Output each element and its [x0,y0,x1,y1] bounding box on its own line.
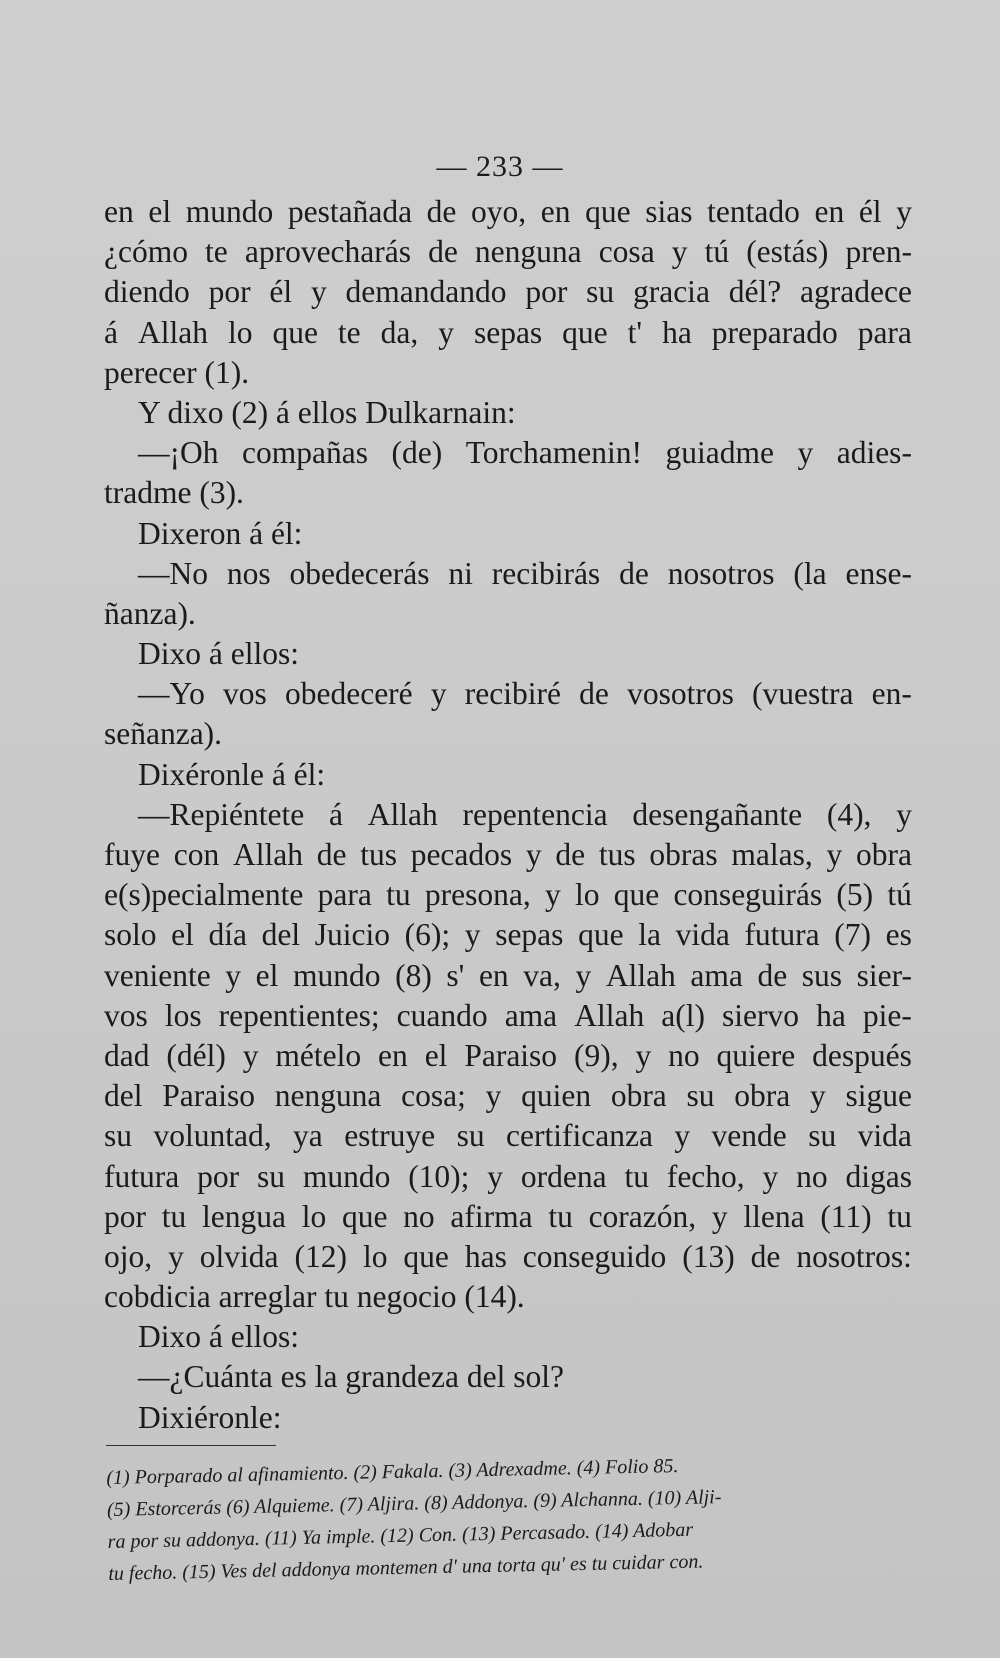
text-line [104,192,912,232]
word: conseguirás [673,877,823,913]
word: y [525,837,542,872]
word: (9), [573,1037,619,1073]
word: Paraiso [162,1078,255,1114]
word: tú [887,877,912,913]
text-line: tradme (3). [104,475,244,511]
text-line [104,795,912,835]
word: en- [871,676,912,712]
word: nosotros [667,555,775,591]
word: en [378,1037,408,1073]
word: por [525,274,568,310]
word: mundo [302,1158,391,1194]
text-line: Dixéronle á él: [138,756,326,792]
word: Allah [367,796,438,832]
word: oyo, [471,194,527,229]
word: llena [743,1198,805,1234]
text-line [104,996,912,1036]
word: t' [627,314,643,350]
word: s' [446,957,465,993]
word: tu [887,1198,912,1234]
word: certificanza [506,1118,653,1154]
footnote-rule [106,1445,276,1446]
word: y [762,1158,779,1194]
word: y [242,1037,259,1073]
word: recibirás [491,555,601,591]
word: digas [845,1158,912,1194]
text-line [104,674,912,714]
word: lo [574,877,600,913]
word: vos [104,997,148,1033]
word: por [104,1198,146,1234]
word: sigue [845,1078,912,1114]
word: Allah [574,997,645,1033]
word: te [337,314,361,350]
word: sias [645,194,693,229]
word: cosa [598,234,655,270]
word: veniente [104,957,211,993]
text-line [104,1076,912,1116]
page-number: — 233 — [436,150,564,183]
word: demandando [345,274,507,310]
word: de [428,234,458,270]
word: Torchamenin! [465,435,642,471]
word: fuye [104,837,160,872]
word: á [104,314,118,350]
text-line [104,313,912,353]
word: él [858,194,882,229]
word: y [310,274,327,310]
word: diendo [104,274,190,310]
word: obra [856,837,912,872]
word: el [424,1037,448,1073]
word: no [668,1037,700,1073]
word: tu [161,1198,187,1234]
word: obedecerás [289,555,430,591]
word: con [173,837,220,872]
word: su [104,1118,133,1154]
word: (12) [294,1238,347,1274]
word: para [317,877,372,913]
word: —No [138,555,208,591]
word: e(s)pecialmente [104,877,304,913]
word: nenguna [274,1078,382,1114]
text-line: Dixeron á él: [138,515,303,551]
word: (8) [395,957,432,993]
word: pestañada [287,194,413,229]
word: de [757,957,788,993]
text-line: Y dixo (2) á ellos Dulkarnain: [138,394,516,430]
word: sier- [856,957,912,993]
text-line [104,1036,912,1076]
word: cuando [396,997,488,1033]
footnote-line: ra por su addonya. (11) Ya imple. (12) Con. (13) Percasado. (14) Adobar [107,1518,694,1553]
word: su [256,1158,285,1194]
word: que [562,314,608,350]
word: y [168,1238,184,1274]
word: nosotros: [796,1238,912,1274]
word: obra [610,1078,667,1114]
word: de [579,676,609,712]
word: Paraiso [464,1037,558,1073]
word: mundo [292,957,381,993]
text-line [104,1197,912,1237]
word: en [104,194,134,229]
word: ordena [520,1158,607,1194]
word: (6); [404,917,451,953]
word: (5) [836,877,874,913]
text-line [104,956,912,996]
word: vida [675,917,730,953]
word: tentado [707,194,800,229]
word: y [826,837,843,872]
word: Juicio [314,917,391,953]
text-line: Dixo á ellos: [138,636,299,672]
word: vosotros [627,676,734,712]
footnotes [106,1445,917,1590]
word: tu [386,877,411,913]
word: por [208,274,251,310]
word: de [316,837,347,872]
word: y [674,1118,691,1154]
word: y [225,957,242,993]
text-line [104,875,912,915]
word: el [255,957,279,993]
word: presona, [424,877,531,913]
word: ense- [845,555,912,591]
word: afirma [450,1198,533,1234]
word: sepas [495,917,564,953]
word: siervo [722,997,800,1033]
word: quiere [716,1037,796,1073]
word: no [796,1158,828,1194]
word: (11) [820,1198,872,1234]
word: para [857,314,912,350]
text-line [104,1116,912,1156]
text-line [104,915,912,955]
word: (7) [834,917,872,953]
word: el [171,917,194,953]
word: que [578,917,624,953]
word: á [328,796,343,832]
word: solo [104,917,157,953]
word: y [438,314,454,350]
word: de [619,555,649,591]
text-line [104,232,912,272]
word: y [896,796,912,832]
word: obedeceré [285,676,413,712]
word: ha [816,997,846,1033]
word: tus [360,837,397,872]
word: y [485,1078,502,1114]
word: (4), [826,796,872,832]
word: dél? [728,274,782,310]
word: que [272,314,318,350]
text-line [104,554,912,594]
word: voluntad, [153,1118,272,1154]
word: quien [521,1078,592,1114]
word: y [711,1198,728,1234]
word: conseguido [522,1238,667,1274]
word: sus [801,957,843,993]
word: compañas [242,435,368,471]
word: en [540,194,571,229]
word: gracia [632,274,710,310]
word: el [148,194,172,229]
text-line [104,272,912,312]
text-line: señanza). [104,716,223,752]
word: y [575,957,592,993]
word: vos [223,676,267,712]
word: después [812,1037,912,1073]
text-line: cobdicia arreglar tu negocio (14). [104,1279,525,1315]
word: y [464,917,481,953]
word: futura [104,1158,180,1194]
word: lo [301,1198,327,1234]
word: cosa; [401,1078,466,1114]
word: del [104,1078,143,1114]
word: y [896,194,912,229]
text-line [104,1237,912,1277]
word: los [164,997,202,1033]
word: del [261,917,301,953]
word: sepas [473,314,543,350]
word: —Repiéntete [138,796,305,832]
word: a(l) [661,997,705,1033]
text-line: ñanza). [104,595,196,631]
word: en [814,194,845,229]
word: y [671,234,688,270]
word: que [403,1238,449,1274]
word: y [635,1037,652,1073]
word: vende [711,1118,787,1154]
text-line [104,835,912,875]
word: (vuestra [752,676,854,712]
word: malas, [731,837,813,872]
word: obra [734,1078,791,1114]
word: que [585,194,631,229]
word: es [885,917,912,953]
word: lengua [201,1198,286,1234]
word: tus [598,837,636,872]
word: mételo [275,1037,362,1073]
word: de [750,1238,781,1274]
word: ¿cómo [104,234,188,270]
word: olvida [199,1238,279,1274]
word: repentencia [462,796,608,832]
word: (de) [391,435,443,471]
word: él [269,274,293,310]
word: pren- [845,234,912,270]
word: su [456,1118,485,1154]
word: pie- [862,997,912,1033]
word: nenguna [474,234,582,270]
word: recibiré [464,676,561,712]
word: ama [690,957,743,993]
text-line: Dixo á ellos: [138,1319,299,1355]
word: ha [662,314,692,350]
word: que [341,1198,388,1234]
word: y [544,877,561,913]
word: agradece [800,274,912,310]
word: (13) [682,1238,735,1274]
word: (la [793,555,827,591]
word: dad [104,1037,150,1073]
word: —Yo [138,676,205,712]
word: nos [226,555,271,591]
word: su [808,1118,837,1154]
word: —¡Oh [138,435,219,471]
word: (dél) [166,1037,226,1073]
word: futura [744,917,820,953]
word: Allah [605,957,676,993]
word: en [478,957,509,993]
word: tu [624,1158,649,1194]
word: lo [362,1238,388,1274]
word: y [487,1158,504,1194]
word: (10); [408,1158,470,1194]
text-line: Dixiéronle: [138,1399,282,1435]
body-text [104,192,912,1438]
word: lo [227,314,253,350]
footnote-line: (1) Porparado al afinamiento. (2) Fakala. (3) Adrexadme. (4) Folio 85. [106,1455,679,1489]
word: y [430,676,447,712]
word: desengañante [632,796,803,832]
word: y [810,1078,826,1114]
text-line: perecer (1). [104,354,250,390]
text-line [104,1157,912,1197]
word: que [613,877,660,913]
word: Allah [232,837,303,872]
word: no [403,1198,435,1234]
word: fecho, [666,1158,745,1194]
word: tú [704,234,730,270]
word: corazón, [588,1198,697,1234]
word: su [686,1078,715,1114]
word: vida [857,1118,912,1154]
word: repentientes; [218,997,380,1033]
text-line [104,433,912,473]
word: preparado [711,314,838,350]
word: Allah [137,314,208,350]
word: da, [380,314,419,350]
word: guiadme [665,435,774,471]
word: aprovecharás [244,234,412,270]
word: ni [448,555,473,591]
word: mundo [185,194,274,229]
word: obras [649,837,718,872]
word: te [205,234,228,270]
word: (estás) [746,234,829,270]
word: tu [548,1198,573,1234]
word: ya [293,1118,323,1154]
word: ojo, [104,1238,153,1274]
word: de [426,194,457,229]
word: ama [504,997,558,1033]
word: va, [523,957,561,993]
word: adies- [836,435,912,471]
word: y [797,435,814,471]
word: su [586,274,615,310]
word: día [208,917,248,953]
text-line: —¿Cuánta es la grandeza del sol? [138,1359,564,1395]
footnote-line: tu fecho. (15) Ves del addonya montemen d' una torta qu' es tu cuidar con. [108,1550,704,1585]
word: por [197,1158,240,1194]
word: de [555,837,586,872]
word: has [464,1238,507,1274]
word: pecados [410,837,513,872]
word: la [638,917,661,953]
footnote-line: (5) Estorcerás (6) Alquieme. (7) Aljira. (8) Addonya. (9) Alchanna. (10) Alji- [106,1486,722,1521]
word: estruye [344,1118,436,1154]
